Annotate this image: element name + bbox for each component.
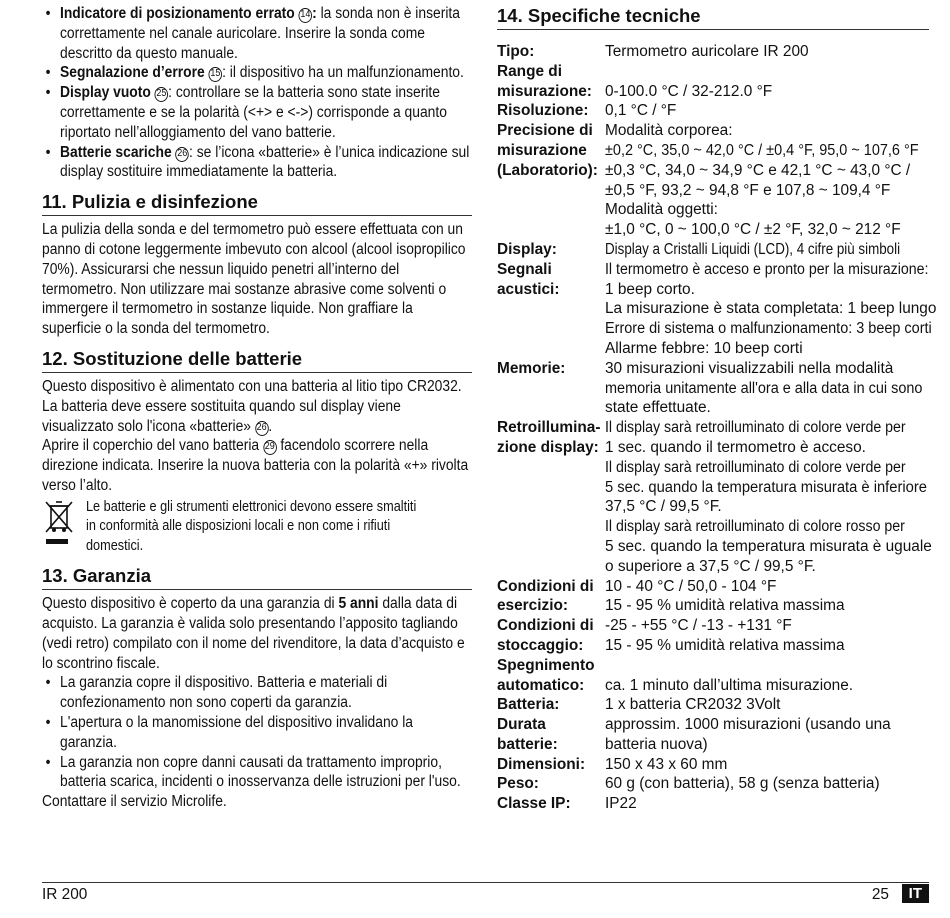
spec-value-line: batteria nuova): [605, 735, 708, 753]
spec-value-line: Termometro auricolare IR 200: [605, 43, 809, 60]
spec-value: [605, 359, 943, 418]
spec-row: [497, 62, 929, 102]
spec-value-line: approssim. 1000 misurazioni (usando una: [605, 716, 891, 734]
spec-value-line: 10 - 40 °C / 50,0 - 104 °F: [605, 577, 777, 595]
spec-row: [497, 101, 929, 121]
cleaning-text: La pulizia della sonda e del termometro può essere effettuata con un panno di cotone leggermente imbevuto con alcool (alcool isopropilico 70%). Assicurarsi che nessun liquido penetri all’interno del termometro. Non utilizzare mai sostanze abrasive come solventi o immergere il termometro in sostanze liquide. Non graffiare la superficie o la sonda del termometro.: [42, 221, 466, 338]
spec-value: [605, 794, 929, 814]
spec-row: [497, 755, 929, 775]
spec-value: [605, 240, 945, 260]
spec-row: [497, 359, 929, 418]
disposal-text: Le batterie e gli strumenti elettronici devono essere smaltiti in conformità alle disposizioni locali e non come i rifiuti domestici.: [86, 498, 417, 554]
spec-row: [497, 121, 929, 240]
spec-row: [497, 656, 929, 696]
section-title-battery: 12. Sostituzione delle batterie: [42, 347, 472, 373]
spec-label: Precisione di misurazione (Laboratorio):: [497, 122, 598, 179]
section-title-specs: 14. Specifiche tecniche: [497, 4, 929, 30]
spec-label: Tipo:: [497, 43, 535, 60]
spec-label: Dimensioni:: [497, 755, 586, 773]
spec-value-line: memoria unitamente all'ora e alla data in cui sono: [605, 379, 923, 397]
battery-text-2: Aprire il coperchio del vano batteria 29 facendolo scorrere nella direzione indicata. Inserire la nuova batteria con la polarità «+» rivolta verso l’alto.: [42, 437, 469, 494]
spec-value-line: Display a Cristalli Liquidi (LCD), 4 cifre più simboli: [605, 240, 901, 258]
specs-table: [497, 42, 937, 814]
spec-value: [605, 695, 929, 715]
warranty-text: Questo dispositivo è coperto da una garanzia di 5 anni dalla data di acquisto. La garanzia è valida solo presentando l’apposito tagliando (vedi retro) compilato con il nome del rivenditore, la data d’acquisto e lo scontrino fiscale.: [42, 595, 465, 672]
spec-label: Range di misurazione:: [497, 62, 592, 100]
language-badge: IT: [902, 884, 929, 903]
spec-value-line: Il display sarà retroilluminato di colore verde per: [605, 419, 906, 437]
spec-value-line: 5 sec. quando la temperatura misurata è inferiore: [605, 478, 927, 496]
spec-value-line: Modalità corporea:: [605, 122, 733, 140]
spec-label: Segnali acustici:: [497, 260, 560, 298]
spec-row: [497, 616, 929, 656]
spec-value-line: 0-100.0 °C / 32-212.0 °F: [605, 82, 773, 100]
spec-value-line: 15 - 95 % umidità relativa massima: [605, 597, 845, 615]
crossed-bin-icon: [42, 498, 76, 546]
spec-value: [605, 715, 929, 755]
spec-value-line: ±0,3 °C, 34,0 ~ 34,9 °C e 42,1 °C ~ 43,0 °C /: [605, 161, 911, 179]
spec-label: Memorie:: [497, 359, 566, 377]
ref-number: 26: [255, 421, 268, 436]
spec-value: [605, 577, 929, 617]
spec-value-line: 30 misurazioni visualizzabili nella modalità: [605, 359, 894, 377]
spec-label: Retroillumina-zione display:: [497, 419, 601, 456]
spec-label: Display:: [497, 240, 557, 258]
spec-value-line: -25 - +55 °C / -13 - +131 °F: [605, 617, 792, 635]
spec-value-line: 15 - 95 % umidità relativa massima: [605, 636, 845, 654]
spec-value-line: 1 beep corto.: [605, 280, 695, 298]
spec-value: [605, 418, 941, 576]
battery-text-1: Questo dispositivo è alimentato con una batteria al litio tipo CR2032. La batteria deve essere sostituita quando sul display viene visualizzato solo l'icona «batterie» 26 .: [42, 377, 462, 435]
list-item: • Indicatore di posizionamento errato 14 : la sonda non è inserita correttamente nel canale auricolare. Inserire la sonda come descritto da questo manuale.: [42, 4, 472, 63]
page-footer: [42, 882, 929, 903]
list-item: • La garanzia non copre danni causati da trattamento improprio, batteria scarica, incidenti o inosservanza delle istruzioni per l'uso.: [42, 753, 472, 793]
spec-row: [497, 774, 929, 794]
spec-row: [497, 715, 929, 755]
status-bullets: [42, 4, 472, 182]
section-title-cleaning: 11. Pulizia e disinfezione: [42, 190, 472, 216]
spec-value-line: Modalità oggetti:: [605, 201, 718, 219]
spec-label: Risoluzione:: [497, 102, 589, 120]
spec-value-line: Il display sarà retroilluminato di colore verde per: [605, 458, 906, 476]
spec-value-line: Il termometro è acceso e pronto per la misurazione:: [605, 260, 929, 278]
list-item: • La garanzia copre il dispositivo. Batteria e materiali di confezionamento non sono coperti da garanzia.: [42, 673, 472, 713]
spec-value: [605, 121, 939, 240]
spec-value-line: state effettuate.: [605, 399, 711, 417]
left-column: [42, 4, 472, 812]
spec-label: Spegnimento automatico:: [497, 656, 595, 694]
spec-value-line: 150 x 43 x 60 mm: [605, 755, 728, 773]
footer-model: IR 200: [42, 886, 88, 903]
spec-value: [605, 656, 929, 696]
ref-number: 25: [155, 87, 169, 102]
spec-row: [497, 695, 929, 715]
disposal-note: [42, 498, 472, 557]
spec-value: [605, 616, 929, 656]
spec-value-line: 0,1 °C / °F: [605, 102, 677, 120]
spec-value-line: La misurazione è stata completata: 1 beep lungo: [605, 300, 937, 318]
spec-value: [605, 42, 929, 62]
spec-label: Classe IP:: [497, 795, 571, 813]
warranty-bullets: [42, 673, 472, 792]
spec-row: [497, 418, 932, 576]
page-number: 25: [871, 886, 889, 903]
ref-number: 14: [299, 8, 313, 23]
spec-value-line: ±1,0 °C, 0 ~ 100,0 °C / ±2 °F, 32,0 ~ 212 °F: [605, 221, 901, 239]
spec-value-line: ±0,5 °F, 93,2 ~ 94,8 °F e 107,8 ~ 109,4 °F: [605, 181, 891, 199]
ref-number: 26: [176, 147, 190, 162]
spec-value-line: 5 sec. quando la temperatura misurata è uguale: [605, 537, 932, 555]
spec-label: Condizioni di stoccaggio:: [497, 617, 594, 654]
spec-value-line: [605, 656, 929, 676]
list-item: • Display vuoto 25 : controllare se la batteria sono state inserite correttamente e se la polarità (<+> e <->) corrisponde a quanto riportato nell’alloggiamento del vano batterie.: [42, 83, 472, 142]
spec-label: Peso:: [497, 775, 539, 793]
spec-value-line: 37,5 °C / 99,5 °F.: [605, 498, 722, 516]
contact-text: Contattare il servizio Microlife.: [42, 793, 227, 811]
spec-value-line: Il display sarà retroilluminato di colore rosso per: [605, 518, 905, 536]
spec-value-line: 1 sec. quando il termometro è acceso.: [605, 438, 866, 456]
list-item: • L'apertura o la manomissione del dispositivo invalidano la garanzia.: [42, 713, 472, 753]
spec-value: [605, 62, 929, 102]
spec-value: [605, 755, 929, 775]
spec-value-line: Errore di sistema o malfunzionamento: 3 beep corti: [605, 320, 932, 338]
spec-row: [497, 240, 929, 260]
spec-value-line: IP22: [605, 795, 637, 813]
section-title-warranty: 13. Garanzia: [42, 564, 472, 590]
list-item: • Batterie scariche 26 : se l’icona «batterie» è l’unica indicazione sul display sostituire immediatamente la batteria.: [42, 143, 472, 183]
ref-number: 15: [209, 67, 223, 82]
spec-value-line: 60 g (con batteria), 58 g (senza batteria): [605, 775, 880, 793]
spec-label: Batteria:: [497, 696, 560, 714]
spec-value-line: Allarme febbre: 10 beep corti: [605, 339, 803, 357]
spec-value: [605, 101, 929, 121]
spec-label: Condizioni di esercizio:: [497, 577, 594, 615]
spec-value-line: ca. 1 minuto dall’ultima misurazione.: [605, 676, 854, 694]
spec-row: [497, 794, 929, 814]
list-item: • Segnalazione d’errore 15 : il dispositivo ha un malfunzionamento.: [42, 63, 472, 83]
ref-number: 29: [263, 440, 277, 455]
spec-label: Durata batterie:: [497, 716, 558, 753]
spec-value: [605, 774, 929, 794]
spec-value-line: ±0,2 °C, 35,0 ~ 42,0 °C / ±0,4 °F, 95,0 ~ 107,6 °F: [605, 141, 919, 159]
spec-row: [497, 42, 929, 62]
spec-value-line: o superiore a 37,5 °C / 99,5 °F.: [605, 557, 816, 575]
spec-row: [497, 260, 937, 359]
spec-value-line: [605, 62, 929, 82]
spec-row: [497, 577, 929, 617]
right-column: [497, 4, 937, 814]
spec-value: [605, 260, 950, 359]
spec-value-line: 1 x batteria CR2032 3Volt: [605, 696, 781, 714]
